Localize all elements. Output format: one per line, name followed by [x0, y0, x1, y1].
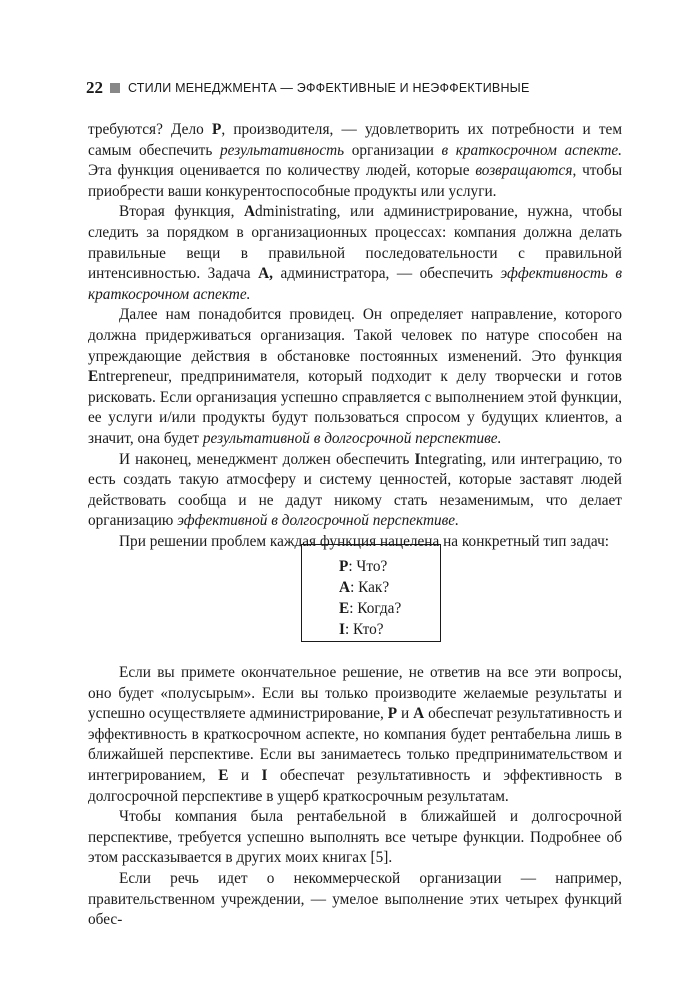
paragraph	[88, 807, 622, 869]
question-row	[339, 577, 440, 598]
text-run: обеспечат результативность и эффективность в долгосрочной перспективе в ущерб краткосрочным результатам.	[88, 766, 623, 805]
bold-letter: E	[218, 766, 229, 784]
text-run: и	[228, 766, 262, 784]
text-run: Эта функция оценивается по количеству людей, которые	[88, 162, 476, 180]
running-title: СТИЛИ МЕНЕДЖМЕНТА — ЭФФЕКТИВНЫЕ И НЕЭФФЕКТИВНЫЕ	[128, 81, 530, 95]
text-run: ntegrating, или интеграцию, то есть создать такую атмосферу и систему ценностей, которые заставят людей действовать сообща и не дадут никому стать незаменимым, что делает организацию	[88, 450, 622, 530]
function-letter: P	[339, 558, 349, 575]
question-text: : Когда?	[349, 600, 402, 617]
paragraph	[88, 450, 622, 532]
text-run: И наконец, менеджмент должен обеспечить	[119, 450, 415, 468]
text-run: администратора, — обеспечить	[272, 265, 501, 283]
paragraph	[88, 305, 622, 449]
italic-phrase: результативность	[219, 141, 345, 159]
question-box	[301, 544, 441, 642]
text-run: Если речь идет о некоммерческой организации — например, правительственном учреждении, — умелое выполнение этих четырех функций обес-	[88, 869, 622, 929]
bold-letter: P	[387, 705, 398, 723]
function-letter: E	[339, 600, 350, 617]
question-text: : Кто?	[344, 621, 384, 638]
question-text: : Как?	[350, 579, 390, 596]
italic-phrase: в краткосрочном аспекте.	[441, 141, 622, 159]
paragraph	[88, 663, 622, 807]
text-run: , чтобы приобрести ваши конкурентоспособные продукты или услуги.	[88, 162, 622, 200]
italic-phrase: результативной в долгосрочной перспективе.	[202, 429, 502, 447]
question-row	[339, 598, 440, 619]
body-text-top	[88, 120, 622, 552]
text-run: и	[397, 705, 414, 723]
text-run: организации	[344, 141, 442, 159]
running-header	[86, 78, 635, 98]
text-run: ntrepreneur, предпринимателя, который подходит к делу творчески и готов рисковать. Если организация успешно справляется с выполнением этой функции, ее услуги и/или продукты будут пользоваться спросом у будущих клиентов, а значит, она будет	[88, 368, 622, 447]
bold-letter: A,	[258, 265, 273, 283]
text-run: Если вы примете окончательное решение, не ответив на все эти вопросы, оно будет «полусырым». Если вы только производите желаемые результаты и успешно осуществляете администрирование,	[88, 664, 622, 723]
bold-letter: E	[88, 368, 99, 386]
text-run: Чтобы компания была рентабельной в ближайшей и долгосрочной перспективе, требуется успешно выполнять все четыре функции. Подробнее об этом рассказывается в других моих книгах [5].	[88, 808, 622, 867]
text-run: dministrating, или администрирование, нужна, чтобы следить за порядком в организационных процессах: компания должна делать правильные вещи в правильной последовательности с правильной интенсивностью. Задача	[88, 203, 622, 283]
italic-phrase: возвращаются	[475, 162, 573, 180]
body-text-bottom	[88, 663, 622, 931]
bold-letter: P	[211, 121, 222, 138]
italic-phrase: эффективной в долгосрочной перспективе.	[177, 512, 459, 530]
text-run: Вторая функция,	[119, 203, 244, 221]
bold-letter: A	[413, 705, 425, 723]
function-letter: A	[339, 579, 351, 596]
paragraph	[88, 120, 622, 202]
bold-letter: I	[261, 766, 268, 784]
text-run: , производителя, — удовлетворить их потребности и тем самым обеспечить	[88, 121, 623, 159]
italic-phrase: эффективность в краткосрочном аспекте.	[88, 265, 623, 303]
bold-letter: A	[243, 203, 256, 221]
page-number: 22	[86, 78, 103, 97]
text-run: При решении проблем каждая функция нацелена на конкретный тип задач:	[119, 532, 610, 550]
function-letter: I	[339, 621, 345, 638]
text-run: требуются? Дело	[88, 121, 212, 138]
question-row	[339, 556, 440, 577]
question-text: : Что?	[348, 558, 388, 575]
square-separator-icon	[110, 83, 120, 93]
text-run: Далее нам понадобится провидец. Он определяет направление, которого должна придерживаться организация. Такой человек по натуре способен на упреждающие действия в обстановке постоянных изменений. Это функция	[88, 306, 622, 365]
paragraph	[88, 202, 622, 305]
question-row	[339, 619, 440, 640]
paragraph	[88, 869, 622, 931]
text-run: обеспечат результативность и эффективность в краткосрочном аспекте, но компания будет рентабельна лишь в ближайшей перспективе. Если вы занимаетесь только предпринимательством и интегрированием,	[88, 705, 622, 784]
bold-letter: I	[414, 450, 421, 468]
